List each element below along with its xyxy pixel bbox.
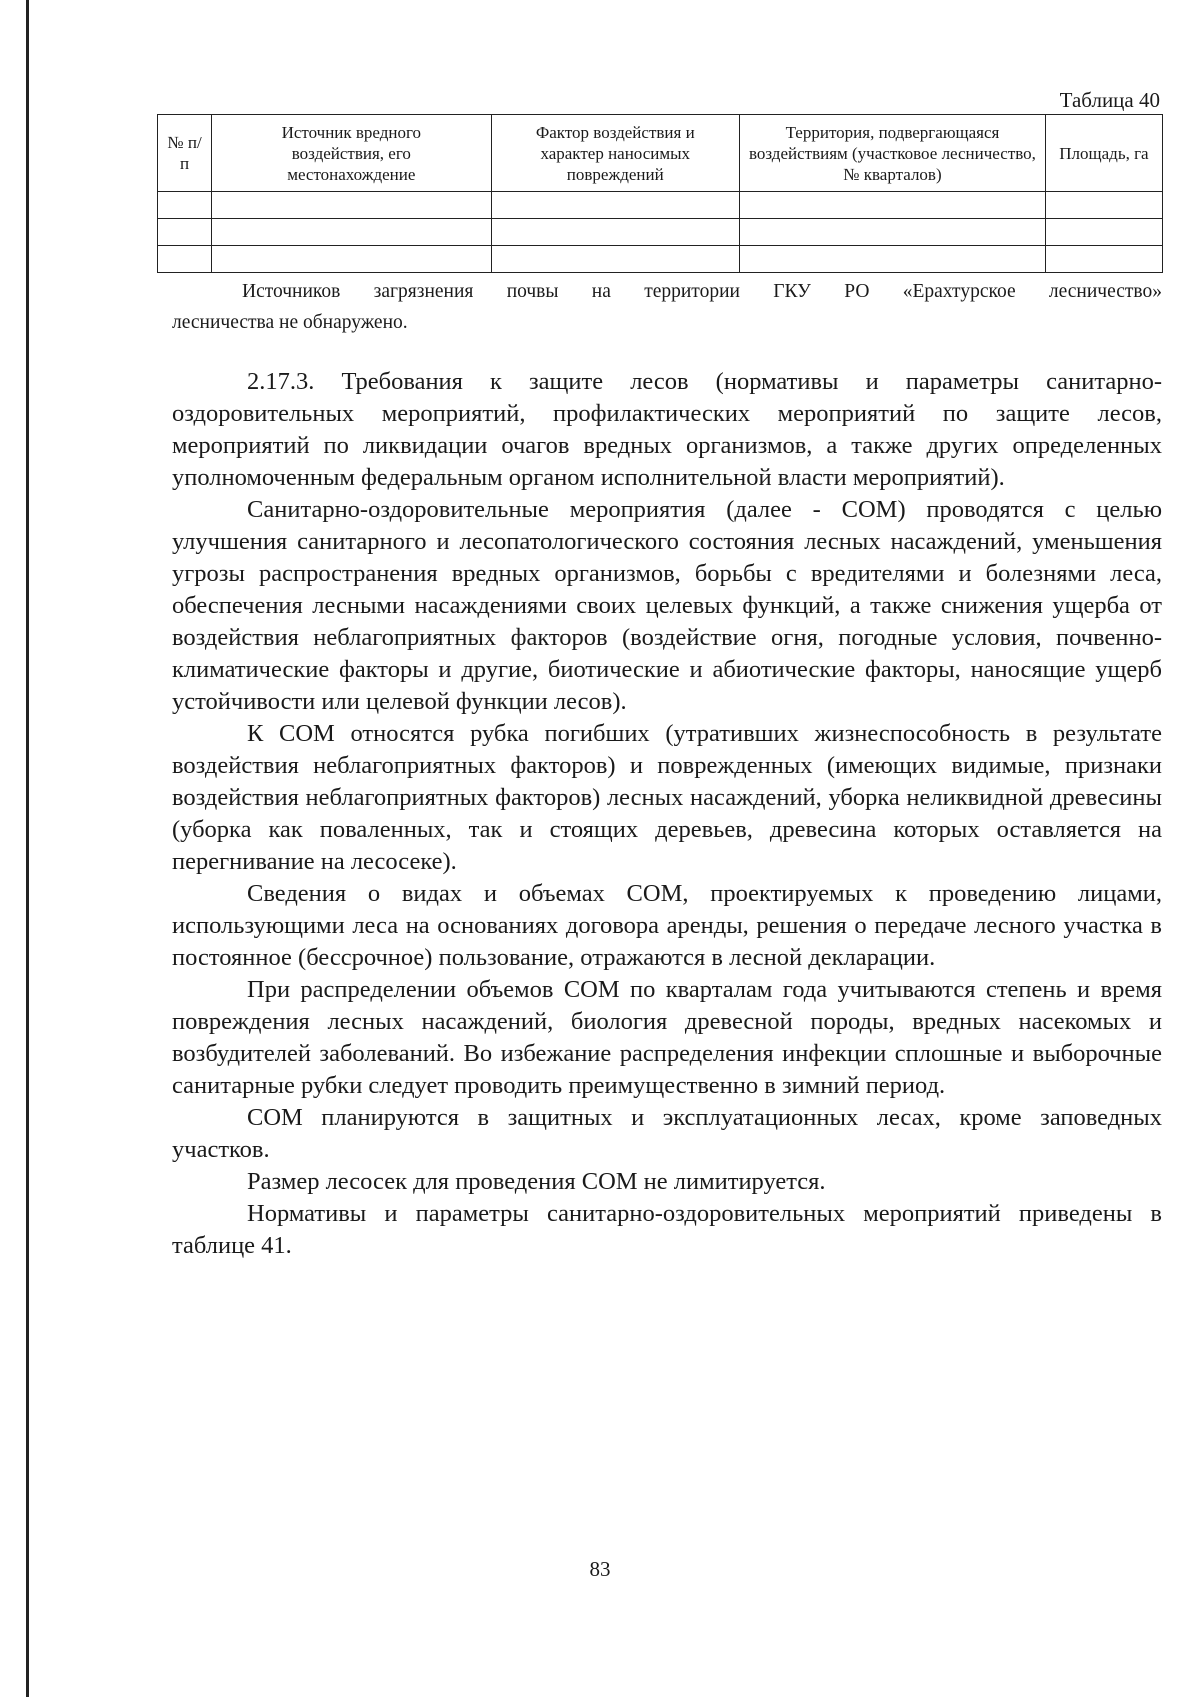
- header-territory: Территория, подвергающаяся воздействиям (участковое лесничество, № кварталов): [740, 115, 1046, 192]
- table-cell: [158, 219, 212, 246]
- table-cell: [491, 192, 739, 219]
- scan-edge-line: [26, 0, 29, 1697]
- table-cell: [1045, 246, 1162, 273]
- table-row: [158, 246, 1163, 273]
- paragraph-som-table-ref: Нормативы и параметры санитарно-оздоровительных мероприятий приведены в таблице 41.: [172, 1200, 1162, 1259]
- table-cell: [158, 192, 212, 219]
- table-cell: [491, 219, 739, 246]
- table-cell: [1045, 219, 1162, 246]
- pollution-note: [172, 276, 1162, 338]
- table-caption: Таблица 40: [1059, 88, 1160, 112]
- header-source: Источник вредного воздействия, его местонахождение: [212, 115, 491, 192]
- table-cell: [212, 246, 491, 273]
- table-cell: [740, 246, 1046, 273]
- pollution-note-line-1: Источников загрязнения почвы на территории ГКУ РО «Ерахтурское лесничество»: [242, 281, 1162, 302]
- table-cell: [212, 192, 491, 219]
- header-factor: Фактор воздействия и характер наносимых повреждений: [491, 115, 739, 192]
- table-cell: [740, 192, 1046, 219]
- table-cell: [212, 219, 491, 246]
- table-row: [158, 192, 1163, 219]
- paragraph-som-declaration: Сведения о видах и объемах СОМ, проектируемых к проведению лицами, использующими леса на основаниях договора аренды, решения о передаче лесного участка в постоянное (бессрочное) пользование, отражаются в лесной декларации.: [172, 880, 1162, 971]
- table-cell: [491, 246, 739, 273]
- page-number: 83: [589, 1557, 611, 1581]
- paragraph-som-includes: К СОМ относятся рубка погибших (утративших жизнеспособность в результате воздействия неблагоприятных факторов) и поврежденных (имеющих видимые, признаки воздействия неблагоприятных факторов) лесных насаждений, уборка неликвидной древесины (уборка как поваленных, так и стоящих деревьев, древесина которых оставляется на перегнивание на лесосеке).: [172, 720, 1162, 875]
- paragraph-som-definition: Санитарно-оздоровительные мероприятия (далее - СОМ) проводятся с целью улучшения санитарного и лесопатологического состояния лесных насаждений, уменьшения угрозы распространения вредных организмов, борьбы с вредителями и болезнями леса, обеспечения лесными насаждениями своих целевых функций, а также снижения ущерба от воздействия неблагоприятных факторов (воздействие огня, погодные условия, почвенно-климатические факторы и другие, биотические и абиотические факторы, наносящие ущерб устойчивости или целевой функции лесов).: [172, 496, 1162, 715]
- body-text: [172, 366, 1162, 1262]
- paragraph-som-distribution: При распределении объемов СОМ по кварталам года учитываются степень и время повреждения лесных насаждений, биология древесной породы, вредных насекомых и возбудителей заболеваний. Во избежание распределения инфекции сплошные и выборочные санитарные рубки следует проводить преимущественно в зимний период.: [172, 976, 1162, 1099]
- section-heading-paragraph: 2.17.3. Требования к защите лесов (нормативы и параметры санитарно-оздоровительных мероприятий, профилактических мероприятий по защите лесов, мероприятий по ликвидации очагов вредных организмов, а также других определенных уполномоченным федеральным органом исполнительной власти мероприятий).: [172, 368, 1162, 491]
- table-row: [158, 219, 1163, 246]
- table-cell: [1045, 192, 1162, 219]
- table-cell: [740, 219, 1046, 246]
- table-cell: [158, 246, 212, 273]
- paragraph-som-planning: СОМ планируются в защитных и эксплуатационных лесах, кроме заповедных участков.: [172, 1104, 1162, 1163]
- paragraph-som-size: Размер лесосек для проведения СОМ не лимитируется.: [247, 1168, 826, 1195]
- header-number: № п/п: [158, 115, 212, 192]
- pollution-note-line-2: лесничества не обнаружено.: [172, 312, 408, 333]
- table-header-row: [158, 115, 1163, 192]
- header-area: Площадь, га: [1045, 115, 1162, 192]
- table-40: [157, 114, 1163, 273]
